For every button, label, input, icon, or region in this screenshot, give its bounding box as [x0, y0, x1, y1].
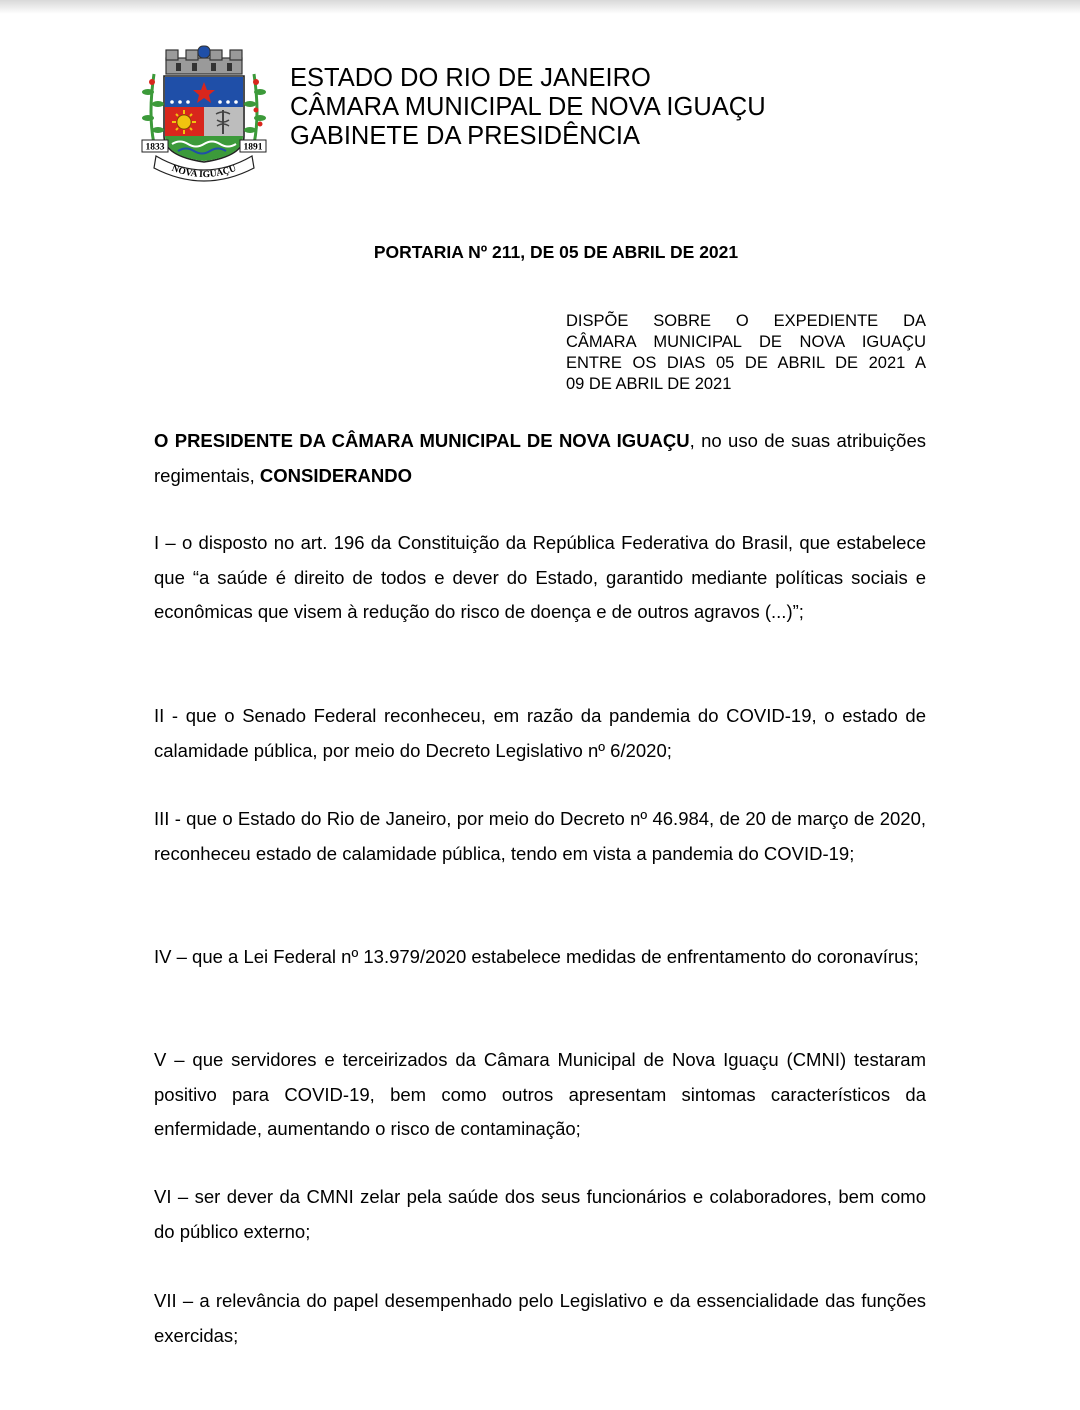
item-vii: VII – a relevância do papel desempenhado pelo Legislativo e da essencialidade das funções exercidas;: [154, 1290, 926, 1346]
preamble-considerando: CONSIDERANDO: [259, 464, 413, 486]
ementa: [566, 311, 926, 395]
item-i: I – o disposto no art. 196 da Constituição da República Federativa do Brasil, que estabelece que “a saúde é direito de todos e dever do Estado, garantido mediante políticas sociais e econômicas que visem à redução do risco de doença e de outros agravos (...)”;: [154, 532, 926, 622]
municipal-coat-of-arms: [136, 44, 272, 186]
item-iv: IV – que a Lei Federal nº 13.979/2020 estabelece medidas de enfrentamento do coronavírus;: [154, 946, 919, 967]
crest-ribbon-text: NOVA IGUAÇU: [170, 163, 238, 181]
preamble-middle: , no uso de suas atribuições regimentais,: [154, 430, 926, 486]
document-title: PORTARIA Nº 211, DE 05 DE ABRIL DE 2021: [373, 242, 739, 262]
ementa-line-3: ENTRE OS DIAS 05 DE ABRIL DE 2021 A: [566, 354, 926, 372]
ementa-line-4: 09 DE ABRIL DE 2021: [566, 375, 732, 393]
item-v: V – que servidores e terceirizados da Câmara Municipal de Nova Iguaçu (CMNI) testaram positivo para COVID-19, bem como outros apresentam sintomas característicos da enfermidade, aumentando o risco de contaminação;: [154, 1049, 926, 1139]
header-office: GABINETE DA PRESIDÊNCIA: [290, 122, 641, 150]
crest-year-left: 1833: [145, 142, 165, 153]
header-chamber: CÂMARA MUNICIPAL DE NOVA IGUAÇU: [290, 93, 766, 121]
page-top-shadow: [0, 0, 1080, 14]
preamble-paragraph: [154, 424, 926, 493]
item-vi: VI – ser dever da CMNI zelar pela saúde dos seus funcionários e colaboradores, bem como do público externo;: [154, 1186, 926, 1242]
crest-year-right: 1891: [243, 142, 263, 153]
ementa-line-1: DISPÕE SOBRE O EXPEDIENTE DA: [566, 312, 926, 330]
coat-of-arms-icon: [136, 44, 272, 186]
item-ii: II - que o Senado Federal reconheceu, em razão da pandemia do COVID-19, o estado de calamidade pública, por meio do Decreto Legislativo nº 6/2020;: [154, 705, 926, 761]
header-state: ESTADO DO RIO DE JANEIRO: [290, 64, 651, 92]
letterhead: [290, 64, 766, 151]
ementa-line-2: CÂMARA MUNICIPAL DE NOVA IGUAÇU: [566, 333, 926, 351]
item-iii: III - que o Estado do Rio de Janeiro, por meio do Decreto nº 46.984, de 20 de março de 2020, reconheceu estado de calamidade pública, tendo em vista a pandemia do COVID-19;: [154, 808, 926, 864]
preamble-bold-lead: O PRESIDENTE DA CÂMARA MUNICIPAL DE NOVA IGUAÇU: [154, 430, 690, 451]
